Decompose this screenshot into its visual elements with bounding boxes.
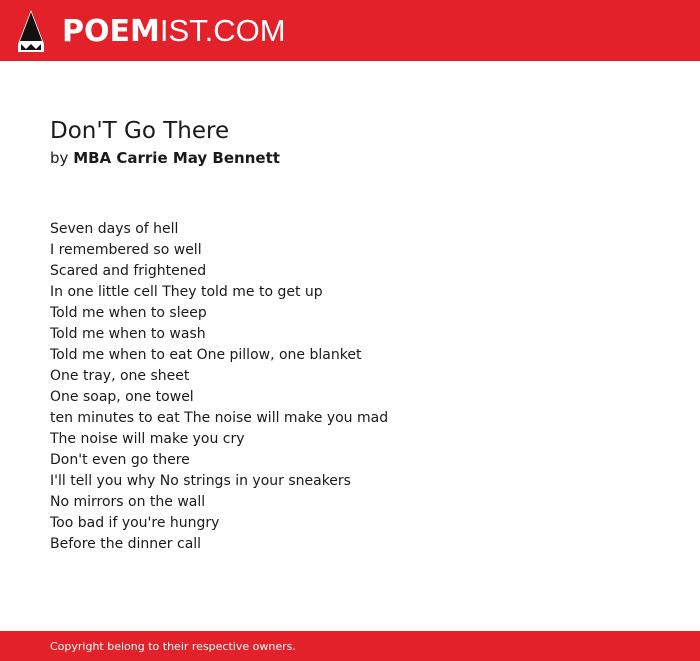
site-footer bbox=[0, 631, 700, 661]
poem-line: In one little cell They told me to get up bbox=[50, 284, 323, 300]
poem-author: MBA Carrie May Bennett bbox=[73, 149, 280, 167]
site-logo[interactable] bbox=[62, 13, 286, 49]
poem-line: Told me when to eat One pillow, one blanket bbox=[50, 347, 362, 363]
poem-line: Too bad if you're hungry bbox=[50, 515, 220, 531]
poem-title: Don'T Go There bbox=[50, 118, 230, 144]
poem-byline bbox=[50, 148, 280, 168]
poem-line: Told me when to wash bbox=[50, 326, 206, 342]
poem-line: The noise will make you cry bbox=[50, 431, 245, 447]
poem-line: No mirrors on the wall bbox=[50, 494, 206, 510]
poem-line: Scared and frightened bbox=[50, 263, 207, 279]
poem-line: Seven days of hell bbox=[50, 221, 179, 237]
poem-body bbox=[50, 219, 388, 555]
site-header bbox=[0, 0, 700, 61]
poem-line: Before the dinner call bbox=[50, 536, 202, 552]
poem-line: I'll tell you why No strings in your sneakers bbox=[50, 473, 351, 489]
copyright-text: Copyright belong to their respective owners. bbox=[50, 640, 296, 653]
logo-bold-text: POEM bbox=[62, 14, 160, 49]
poem-line: I remembered so well bbox=[50, 242, 202, 258]
poem-line: ten minutes to eat The noise will make you mad bbox=[50, 410, 389, 426]
by-label: by bbox=[50, 149, 69, 167]
poem-line: Don't even go there bbox=[50, 452, 190, 468]
poem-line: Told me when to sleep bbox=[50, 305, 207, 321]
poem-line: One tray, one sheet bbox=[50, 368, 190, 384]
logo-light-text: IST.COM bbox=[159, 13, 286, 48]
pencil-icon bbox=[18, 10, 44, 52]
poem-line: One soap, one towel bbox=[50, 389, 194, 405]
